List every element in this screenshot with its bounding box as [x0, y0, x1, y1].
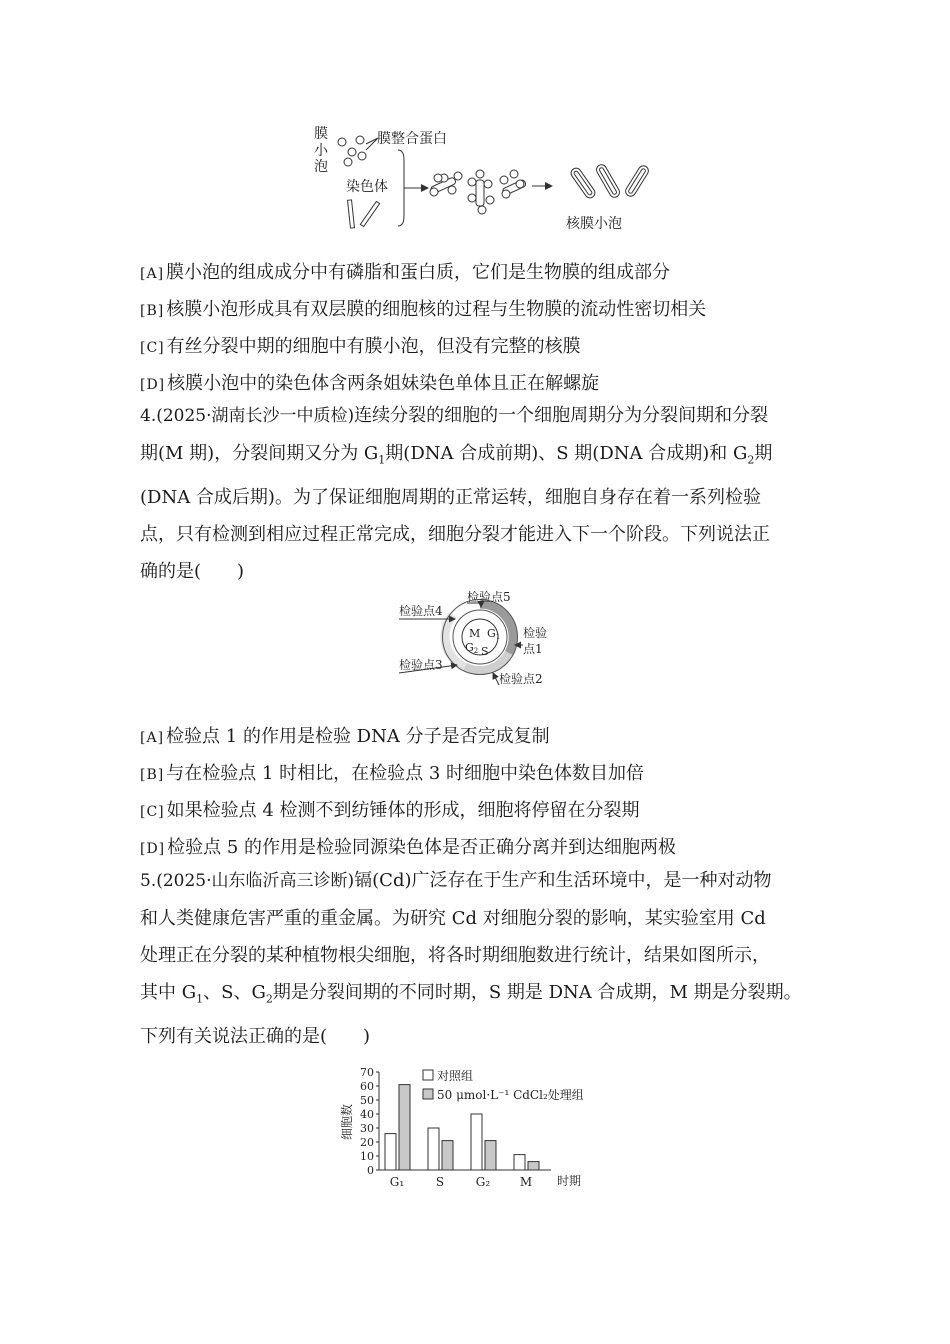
checkpoint-5: 检验点5	[467, 590, 511, 604]
phase-m: M	[469, 627, 481, 640]
chart-xlabel: 时期	[557, 1174, 582, 1188]
y-tick-label: 40	[360, 1108, 374, 1121]
y-tick-label: 30	[360, 1122, 374, 1135]
phase-g1: G1	[487, 627, 501, 641]
checkpoint-1a: 检验	[523, 626, 548, 640]
chromosome-shapes	[348, 200, 380, 228]
bar-control-3	[514, 1155, 525, 1170]
vesicle-diagram	[300, 120, 660, 238]
q3-option-a[interactable]	[140, 258, 670, 284]
q4-line3: (DNA 合成后期)。为了保证细胞周期的正常运转，细胞自身存在着一系列检验	[140, 486, 761, 508]
option-tag: [A]	[140, 266, 165, 282]
bar-control-0	[385, 1134, 396, 1170]
legend-swatch-cd	[423, 1089, 433, 1099]
q5-source: 5.(2025·山东临沂高三诊断)	[140, 871, 355, 891]
x-tick-label: G₁	[389, 1175, 405, 1189]
q4-source: 4.(2025·湖南长沙一中质检)	[140, 406, 355, 426]
option-tag: [A]	[140, 730, 165, 746]
y-tick-label: 10	[360, 1150, 374, 1163]
option-tag: [D]	[140, 841, 166, 857]
checkpoint-1b: 点1	[523, 642, 543, 656]
option-text: 与在检验点 1 时相比，在检验点 3 时细胞中染色体数目加倍	[166, 763, 645, 784]
x-tick-label: S	[435, 1175, 445, 1189]
q4-option-c[interactable]	[140, 796, 640, 822]
q4-stem	[140, 397, 772, 590]
bar-cd-2	[485, 1141, 496, 1170]
q5-line4: 其中 $G_1$、S、$G_2$期是分裂间期的不同时期，S 期是 DNA 合成期，M 期是分裂期。	[140, 982, 802, 1006]
label-mo: 膜	[314, 126, 328, 142]
cell-cycle-diagram	[395, 585, 565, 693]
option-tag: [B]	[140, 767, 165, 783]
legend-cd: 50 μmol·L⁻¹ CdCl₂处理组	[437, 1088, 584, 1102]
option-tag: [B]	[140, 303, 165, 319]
cd-bar-chart	[335, 1052, 625, 1192]
q4-line2: 期(M 期)，分裂间期又分为 $G_1$期(DNA 合成前期)、S 期(DNA 合成期)和 $G_2$期	[140, 443, 773, 467]
phase-s: S	[481, 645, 489, 658]
x-tick-label: G₂	[475, 1175, 491, 1189]
checkpoint-4: 检验点4	[399, 604, 443, 618]
option-text: 有丝分裂中期的细胞中有膜小泡，但没有完整的核膜	[166, 336, 581, 357]
q4-line5: 确的是( )	[140, 560, 245, 582]
y-tick-label: 0	[367, 1164, 374, 1177]
option-tag: [C]	[140, 340, 165, 356]
y-tick-label: 70	[360, 1066, 374, 1079]
checkpoint-3: 检验点3	[399, 658, 443, 672]
bar-cd-3	[528, 1162, 539, 1170]
q4-option-b[interactable]	[140, 759, 644, 785]
phase-g2: G2	[465, 641, 479, 655]
membrane-vesicles	[338, 136, 366, 166]
option-text: 核膜小泡中的染色体含两条姐妹染色单体且正在解螺旋	[167, 373, 600, 394]
chromosome-clusters	[430, 170, 527, 214]
q3-option-b[interactable]	[140, 295, 706, 321]
q4-option-a[interactable]	[140, 722, 550, 748]
option-text: 核膜小泡形成具有双层膜的细胞核的过程与生物膜的流动性密切相关	[166, 299, 707, 320]
option-tag: [C]	[140, 804, 165, 820]
label-chromosome: 染色体	[346, 179, 388, 195]
y-tick-label: 50	[360, 1094, 374, 1107]
nuclear-vesicle-shapes	[569, 163, 650, 200]
label-pao: 泡	[314, 159, 328, 175]
option-tag: [D]	[140, 377, 166, 393]
option-text: 检验点 5 的作用是检验同源染色体是否正确分离并到达细胞两极	[167, 837, 677, 858]
y-tick-label: 20	[360, 1136, 374, 1149]
label-nuclear-vesicle: 核膜小泡	[566, 216, 622, 232]
legend-control: 对照组	[437, 1069, 474, 1083]
q5-line5: 下列有关说法正确的是( )	[140, 1025, 371, 1047]
option-text: 检验点 1 的作用是检验 DNA 分子是否完成复制	[166, 726, 550, 747]
option-text: 如果检验点 4 检测不到纺锤体的形成，细胞将停留在分裂期	[166, 800, 640, 821]
bar-cd-1	[442, 1141, 453, 1170]
checkpoint-2: 检验点2	[499, 672, 543, 686]
q4-line4: 点，只有检测到相应过程正常完成，细胞分裂才能进入下一个阶段。下列说法正	[140, 523, 770, 545]
q3-option-d[interactable]	[140, 369, 599, 395]
y-tick-label: 60	[360, 1080, 374, 1093]
legend-swatch-control	[423, 1070, 433, 1080]
option-text: 膜小泡的组成成分中有磷脂和蛋白质，它们是生物膜的组成部分	[166, 262, 671, 283]
q5-stem	[140, 862, 802, 1055]
label-membrane-protein: 膜整合蛋白	[377, 131, 447, 147]
q4-option-d[interactable]	[140, 833, 676, 859]
chart-ylabel: 细胞数	[340, 1103, 354, 1141]
x-tick-label: M	[519, 1175, 533, 1189]
bar-control-2	[471, 1114, 482, 1170]
q4-line1: 4.(2025·湖南长沙一中质检)连续分裂的细胞的一个细胞周期分为分裂间期和分裂	[140, 405, 769, 426]
q5-line1: 5.(2025·山东临沂高三诊断)镉(Cd)广泛存在于生产和生活环境中，是一种对动物	[140, 870, 772, 891]
q5-line2: 和人类健康危害严重的重金属。为研究 Cd 对细胞分裂的影响，某实验室用 Cd	[140, 908, 766, 929]
q3-option-c[interactable]	[140, 332, 581, 358]
label-xiao: 小	[314, 143, 328, 159]
bar-cd-0	[399, 1085, 410, 1170]
q5-line3: 处理正在分裂的某种植物根尖细胞，将各时期细胞数进行统计，结果如图所示，	[140, 945, 770, 966]
bar-control-1	[428, 1128, 439, 1170]
